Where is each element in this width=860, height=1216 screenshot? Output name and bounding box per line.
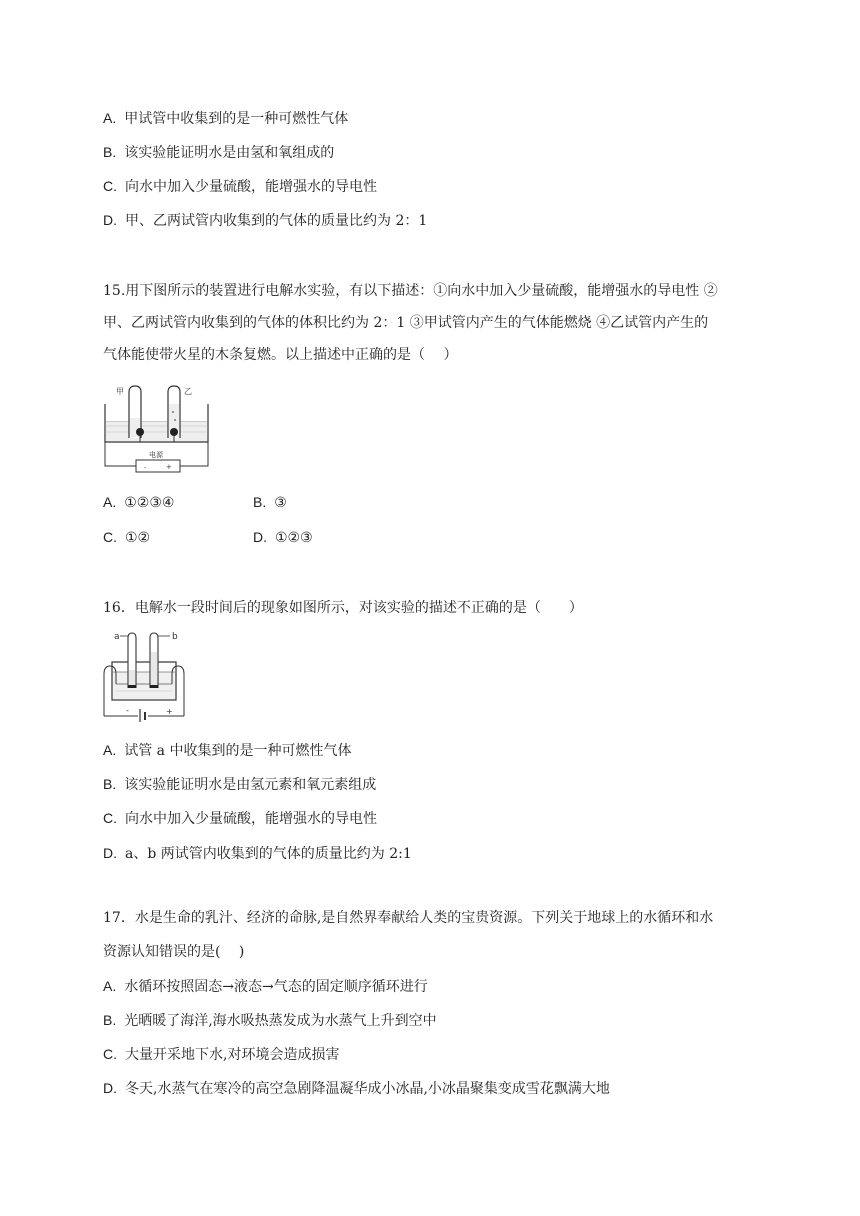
minus-sign: - (144, 464, 147, 471)
q15-option-d (253, 527, 313, 548)
q17-option-d (103, 1078, 610, 1099)
q16-option-d (103, 843, 412, 864)
option-text: 水循环按照固态→液态→气态的固定顺序循环进行 (124, 979, 428, 995)
q17-stem-line-1: 17．水是生命的乳汁、经济的命脉,是自然界奉献给人类的宝贵资源。下列关于地球上的水循环和水 (103, 910, 714, 926)
option-text: 向水中加入少量硫酸，能增强水的导电性 (125, 179, 377, 195)
option-text: 试管 a 中收集到的是一种可燃性气体 (124, 743, 352, 759)
option-label: D. (253, 529, 267, 545)
option-label: A. (103, 494, 117, 510)
option-label: A. (103, 110, 117, 126)
q15-stem-line-1: 15.用下图所示的装置进行电解水实验，有以下描述：①向水中加入少量硫酸，能增强水的导电性 ② (103, 283, 718, 299)
tube-label-b: b (172, 632, 178, 642)
tube-label-left: 甲 (116, 387, 124, 396)
option-text: 甲试管中收集到的是一种可燃性气体 (124, 111, 349, 127)
minus-sign: - (126, 706, 129, 715)
power-label: 电源 (149, 451, 163, 459)
q16-option-c (103, 808, 377, 829)
option-a (103, 108, 348, 129)
q15-option-c (103, 527, 150, 548)
option-label: B. (103, 1012, 117, 1028)
option-label: B. (253, 494, 267, 510)
option-label: C. (103, 1046, 117, 1062)
option-b (103, 142, 334, 163)
q15-stem-line-2: 甲、乙两试管内收集到的气体的体积比约为 2：1 ③甲试管内产生的气体能燃烧 ④乙试管内产生的 (103, 315, 709, 331)
option-label: A. (103, 978, 117, 994)
option-label: B. (103, 144, 117, 160)
plus-sign: + (166, 707, 173, 716)
tube-label-right: 乙 (184, 387, 192, 396)
option-d (103, 210, 427, 231)
option-text: ①②③ (275, 530, 313, 546)
option-c (103, 176, 377, 197)
q15-option-a (103, 492, 174, 513)
option-text: 光晒暖了海洋,海水吸热蒸发成为水蒸气上升到空中 (124, 1013, 437, 1029)
option-text: 甲、乙两试管内收集到的气体的质量比约为 2：1 (125, 213, 428, 229)
plus-sign: + (166, 463, 172, 471)
option-label: A. (103, 742, 117, 758)
option-text: ①②③④ (124, 495, 175, 511)
q16-option-a (103, 740, 351, 761)
q15-stem-line-3: 气体能使带火星的木条复燃。以上描述中正确的是（ ） (103, 347, 458, 363)
option-text: ③ (274, 495, 287, 511)
q15-option-b (253, 492, 287, 513)
option-label: C. (103, 529, 117, 545)
option-text: 大量开采地下水,对环境会造成损害 (125, 1047, 340, 1063)
option-label: D. (103, 845, 117, 861)
q16-stem: 16．电解水一段时间后的现象如图所示，对该实验的描述不正确的是（ ） (103, 600, 583, 616)
option-label: D. (103, 1080, 117, 1096)
option-text: 向水中加入少量硫酸，能增强水的导电性 (125, 811, 377, 827)
option-text: a、b 两试管内收集到的气体的质量比约为 2:1 (125, 846, 412, 862)
tube-label-a: a (114, 632, 120, 642)
option-label: C. (103, 178, 117, 194)
option-text: 该实验能证明水是由氢元素和氧元素组成 (124, 777, 377, 793)
q17-stem-line-2: 资源认知错误的是( ) (103, 944, 245, 960)
q17-option-b (103, 1010, 437, 1031)
q16-option-b (103, 774, 376, 795)
q17-option-c (103, 1044, 339, 1065)
electrolysis-apparatus-figure-15 (100, 382, 212, 474)
option-text: 该实验能证明水是由氢和氧组成的 (124, 145, 335, 161)
electrolysis-apparatus-figure-16 (100, 628, 192, 722)
option-text: 冬天,水蒸气在寒冷的高空急剧降温凝华成小冰晶,小冰晶聚集变成雪花飘满大地 (125, 1081, 610, 1097)
option-label: B. (103, 776, 117, 792)
q17-option-a (103, 976, 428, 997)
option-text: ①② (125, 530, 151, 546)
option-label: C. (103, 810, 117, 826)
option-label: D. (103, 212, 117, 228)
